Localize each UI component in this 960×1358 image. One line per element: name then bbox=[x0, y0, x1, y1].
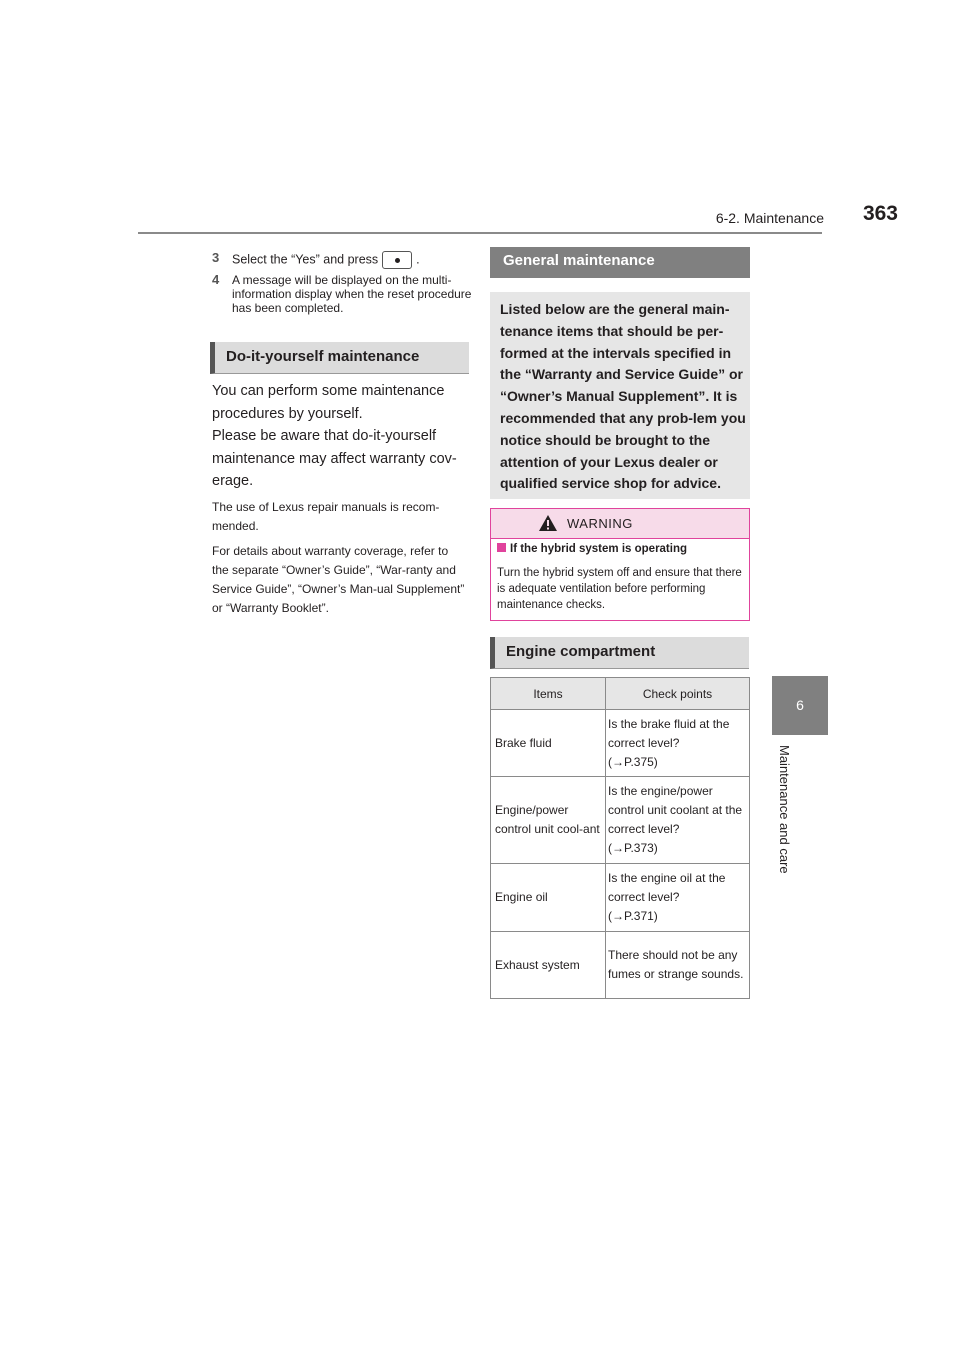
bullet-square-icon bbox=[497, 543, 506, 552]
diy-maintenance-heading: Do-it-yourself maintenance bbox=[210, 342, 469, 374]
step-text-after: . bbox=[416, 252, 420, 267]
warning-title: WARNING bbox=[567, 516, 633, 531]
column-header: Check points bbox=[606, 678, 750, 710]
section-title: 6-2. Maintenance bbox=[715, 210, 824, 226]
page-reference-link[interactable]: (→P.373) bbox=[608, 841, 658, 855]
table-row bbox=[491, 777, 750, 864]
page-number: 363 bbox=[862, 202, 898, 225]
check-cell bbox=[606, 777, 750, 864]
warning-box bbox=[490, 508, 750, 621]
chapter-label bbox=[772, 745, 790, 890]
chapter-title: Maintenance and care bbox=[777, 745, 792, 874]
item-cell: Engine/power control unit cool-ant bbox=[491, 777, 606, 864]
page-reference-link[interactable]: (→P.371) bbox=[608, 909, 658, 923]
item-cell: Engine oil bbox=[491, 864, 606, 932]
step-text bbox=[232, 251, 492, 269]
warning-header bbox=[491, 509, 749, 539]
diy-note-manuals: The use of Lexus repair manuals is recom-mended. bbox=[212, 500, 440, 533]
table-header-row bbox=[491, 678, 750, 710]
item-cell: Brake fluid bbox=[491, 710, 606, 777]
header-rule bbox=[138, 232, 822, 234]
check-text: Is the engine oil at the correct level? bbox=[608, 871, 726, 904]
warning-triangle-icon bbox=[538, 514, 558, 532]
warning-subheading bbox=[497, 543, 687, 555]
page-reference-link[interactable]: (→P.375) bbox=[608, 754, 658, 769]
column-header: Items bbox=[491, 678, 606, 710]
step-number: 4 bbox=[212, 272, 220, 287]
engine-compartment-heading: Engine compartment bbox=[490, 637, 749, 669]
check-text: There should not be any fumes or strange sounds. bbox=[608, 948, 744, 981]
check-text: Is the engine/power control unit coolant at the correct level? bbox=[608, 784, 743, 836]
step-text-before: Select the “Yes” and press bbox=[232, 252, 379, 267]
check-cell bbox=[606, 932, 750, 999]
item-cell: Exhaust system bbox=[491, 932, 606, 999]
table-row bbox=[491, 710, 750, 777]
engine-items-table bbox=[490, 677, 750, 999]
table-row bbox=[491, 864, 750, 932]
general-maintenance-heading: General maintenance bbox=[490, 247, 750, 278]
general-maintenance-box: Listed below are the general main-tenance items that should be per-formed at the intervals specified in the “Warranty and Service Guide” or “Owner’s Manual Supplement”. It is recommended that any prob-lem you notice should be brought to the attention of your Lexus dealer or qualified service shop for advice. bbox=[490, 292, 750, 499]
step-text: A message will be displayed on the multi-information display when the reset procedure has been completed. bbox=[232, 273, 472, 315]
check-cell bbox=[606, 864, 750, 932]
warning-subheading-text: If the hybrid system is operating bbox=[510, 543, 688, 555]
diy-intro: You can perform some maintenance procedures by yourself. Please be aware that do-it-yourself maintenance may affect warranty cov-erage. bbox=[212, 383, 457, 489]
warning-text: Turn the hybrid system off and ensure that there is adequate ventilation before performing maintenance checks. bbox=[497, 567, 742, 611]
diy-note-warranty: For details about warranty coverage, refer to the separate “Owner’s Guide”, “War-ranty and Service Guide”, “Owner’s Man-ual Supplement” or “Warranty Booklet”. bbox=[212, 544, 465, 615]
check-cell bbox=[606, 710, 750, 777]
step-number: 3 bbox=[212, 250, 220, 265]
table-row bbox=[491, 932, 750, 999]
chapter-tab[interactable]: 6 bbox=[772, 676, 828, 735]
check-text: Is the brake fluid at the correct level? bbox=[608, 716, 730, 750]
enter-button-icon bbox=[382, 251, 412, 269]
